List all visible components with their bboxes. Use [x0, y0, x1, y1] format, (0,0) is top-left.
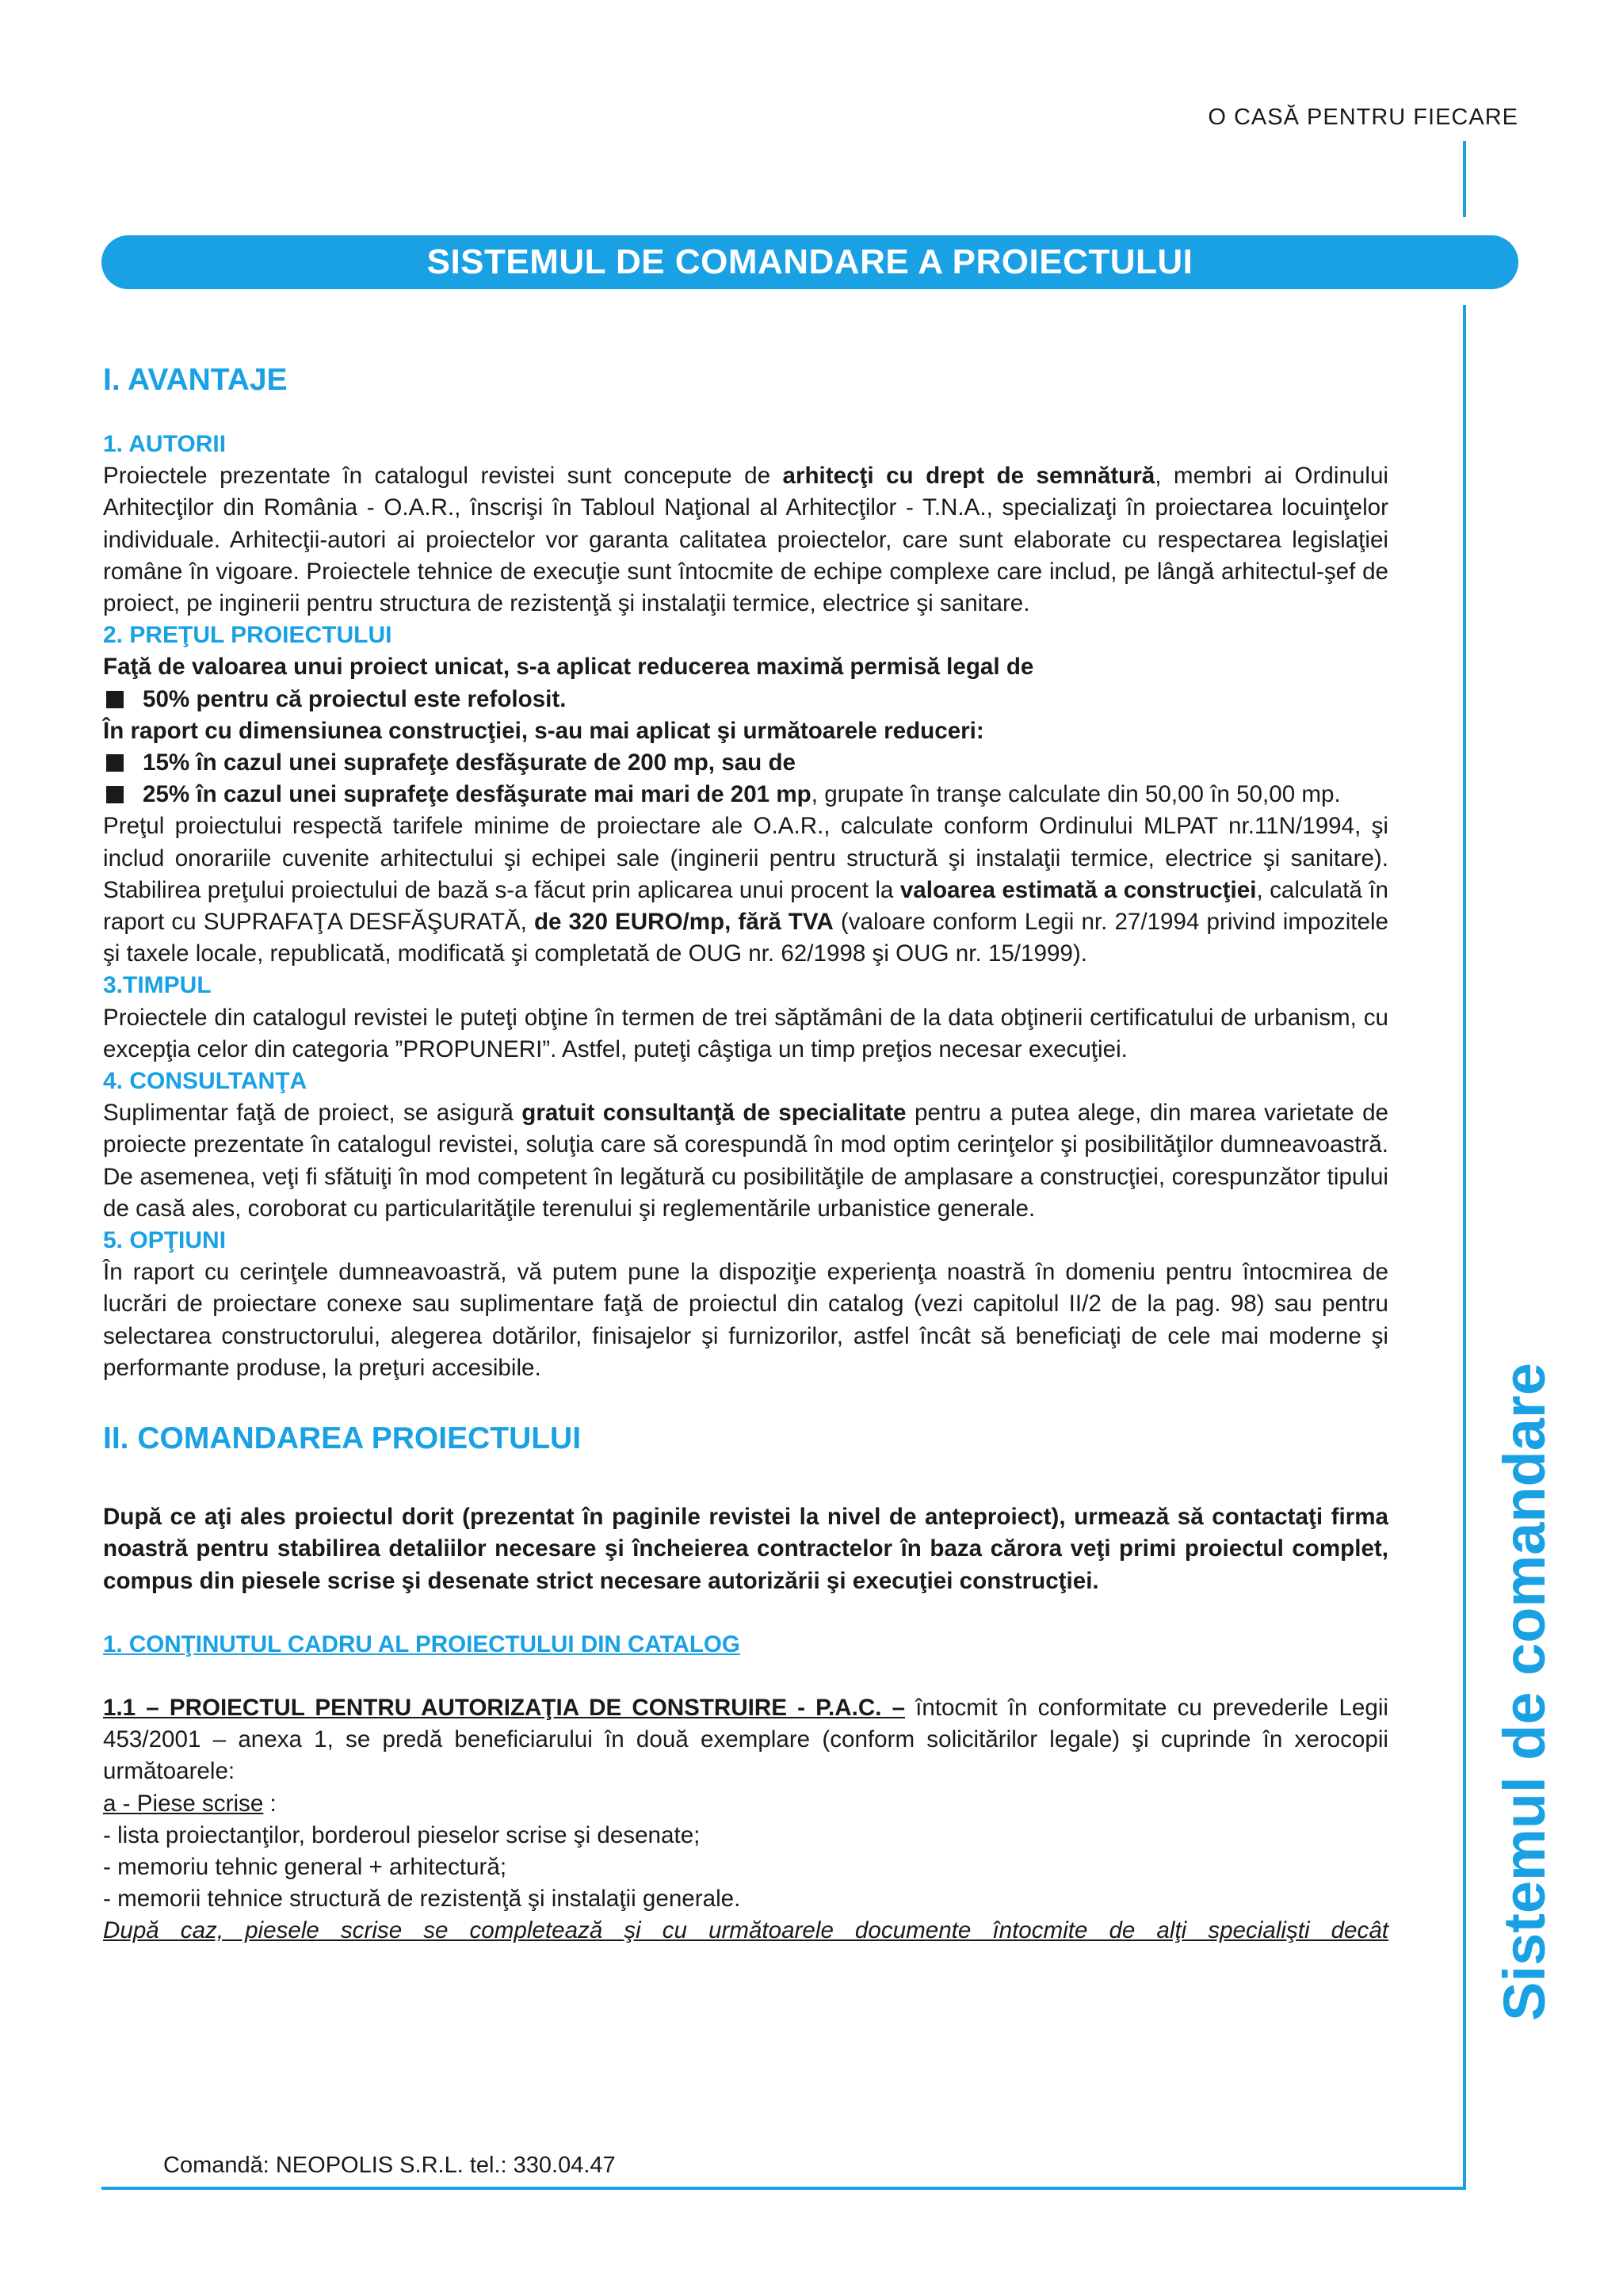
subheading-timpul: 3.TIMPUL [103, 972, 212, 999]
list-item: - memorii tehnice structură de rezistenţă şi instalaţii generale. [103, 1886, 741, 1913]
subheading-autorii: 1. AUTORII [103, 431, 227, 457]
paragraph-optiuni: În raport cu cerinţele dumneavoastră, vă putem pune la dispoziţie experienţa noastră în domeniu pentru întocmirea de lucrări de proiectare conexe sau suplimentare faţă de proiectul din catalog (vezi capitolul II/2 de la pag. 98) sau pentru selectarea constructorului, alegerea dotărilor, finisajelor şi furnizorilor, astfel încât să beneficiaţi de cele mai moderne şi performante produse, la preţuri accesibile. [103, 1259, 1388, 1381]
paragraph-pret: Preţul proiectului respectă tarifele minime de proiectare ale O.A.R., calculate conform Ordinului MLPAT nr.11N/1994, şi includ onorariile cuvenite arhitectului şi echipei sale (inginerii pentru structură şi instalaţii termice, electrice şi sanitare). Stabilirea preţului proiectului de bază s-a făcut prin aplicarea unui procent la valoarea estimată a construcţiei, calculată în raport cu SUPRAFAŢA DESFĂŞURATĂ, de 320 EURO/mp, fără TVA (valoare conform Legii nr. 27/1994 privind impozitele şi taxele locale, republicată, modificată şi completată de OUG nr. 62/1998 şi OUG nr. 15/1999). [103, 813, 1388, 967]
side-label-text: Sistemul de comandare [1491, 1362, 1557, 2021]
pret-intro-2: În raport cu dimensiunea construcţiei, s-au mai aplicat şi următoarele reduceri: [103, 717, 984, 744]
subheading-continutul: 1. CONŢINUTUL CADRU AL PROIECTULUI DIN CATALOG [103, 1630, 740, 1657]
paragraph-comandarea-intro: După ce aţi ales proiectul dorit (prezentat în paginile revistei la nivel de anteproiect), urmează să contactaţi firma noastră pentru stabilirea detaliilor necesare şi încheierea contractelor în baza cărora veţi primi proiectul complet, compus din piesele scrise şi desenate strict necesare autorizării şi execuţiei construcţiei. [103, 1504, 1388, 1594]
square-bullet-icon [106, 691, 124, 708]
vertical-rule-top [1463, 141, 1466, 217]
horizontal-rule-bottom [101, 2187, 1466, 2190]
piese-scrise-label: a - Piese scrise : [103, 1790, 277, 1817]
subheading-consultanta: 4. CONSULTANŢA [103, 1068, 307, 1095]
running-header: O CASĂ PENTRU FIECARE [1208, 105, 1518, 130]
paragraph-consultanta: Suplimentar faţă de proiect, se asigură gratuit consultanţă de specialitate pentru a putea alege, din marea varietate de proiecte prezentate în catalogul revistei, soluţia care să corespundă în mod optim cerinţelor şi posibilităţilor dumneavoastră. De asemenea, veţi fi sfătuiţi în mod competent în legătură cu posibilităţile de amplasare a construcţiei, corespunzător tipului de casă ales, coroborat cu particularităţile terenului şi reglementările urbanistice generale. [103, 1100, 1389, 1222]
pret-bullet-15: 15% în cazul unei suprafeţe desfăşurate de 200 mp, sau de [103, 747, 1388, 779]
page-title-bar [101, 235, 1518, 289]
side-label [1488, 1327, 1560, 2056]
pret-bullet-25: 25% în cazul unei suprafeţe desfăşurate mai mari de 201 mp, grupate în tranşe calculate din 50,00 în 50,00 mp. [103, 779, 1388, 810]
square-bullet-icon [106, 786, 124, 803]
subheading-pret: 2. PREŢUL PROIECTULUI [103, 622, 392, 649]
pret-intro: Faţă de valoarea unui proiect unicat, s-a aplicat reducerea maximă permisă legal de [103, 654, 1034, 681]
section-heading-avantaje: I. AVANTAJE [103, 363, 288, 397]
paragraph-autorii: Proiectele prezentate în catalogul revistei sunt concepute de arhitecţi cu drept de semnătură, membri ai Ordinului Arhitecţilor din România - O.A.R., înscrişi în Tabloul Naţional al Arhitecţilor - T.N.A., specializaţi în proiectarea locuinţelor individuale. Arhitecţii-autori ai proiectelor vor garanta calitatea proiectelor, care sunt elaborate cu respectarea legislaţiei române în vigoare. Proiectele tehnice de execuţie sunt întocmite de echipe complexe care includ, pe lângă arhitectul-şef de proiect, pe inginerii pentru structura de rezistenţă şi instalaţii termice, electrice şi sanitare. [103, 463, 1388, 617]
vertical-rule-right [1463, 305, 1466, 2189]
paragraph-pac: 1.1 – PROIECTUL PENTRU AUTORIZAŢIA DE CONSTRUIRE - P.A.C. – întocmit în conformitate cu prevederile Legii 453/2001 – anexa 1, se predă beneficiarului în două exemplare (conform solicitărilor legale) şi cuprinde în xerocopii următoarele: [103, 1694, 1389, 1785]
footer-order-contact: Comandă: NEOPOLIS S.R.L. tel.: 330.04.47 [163, 2153, 616, 2178]
square-bullet-icon [106, 754, 124, 772]
paragraph-timpul: Proiectele din catalogul revistei le puteţi obţine în termen de trei săptămâni de la data obţinerii certificatului de urbanism, cu excepţia celor din categoria ”PROPUNERI”. Astfel, puteţi câştiga un timp preţios necesar execuţiei. [103, 1004, 1388, 1062]
list-item: - lista proiectanţilor, borderoul pieselor scrise şi desenate; [103, 1821, 701, 1848]
page-title: SISTEMUL DE COMANDARE A PROIECTULUI [426, 242, 1193, 281]
list-item: - memoriu tehnic general + arhitectură; [103, 1853, 507, 1880]
subheading-optiuni: 5. OPŢIUNI [103, 1227, 227, 1254]
pret-bullet-50: 50% pentru că proiectul este refolosit. [103, 684, 1388, 715]
note-text: După caz, piesele scrise se completează şi cu următoarele documente întocmite de alţi specialişti decât [103, 1917, 1388, 1944]
section-heading-comandarea: II. COMANDAREA PROIECTULUI [103, 1421, 582, 1456]
main-content [103, 360, 1388, 1947]
